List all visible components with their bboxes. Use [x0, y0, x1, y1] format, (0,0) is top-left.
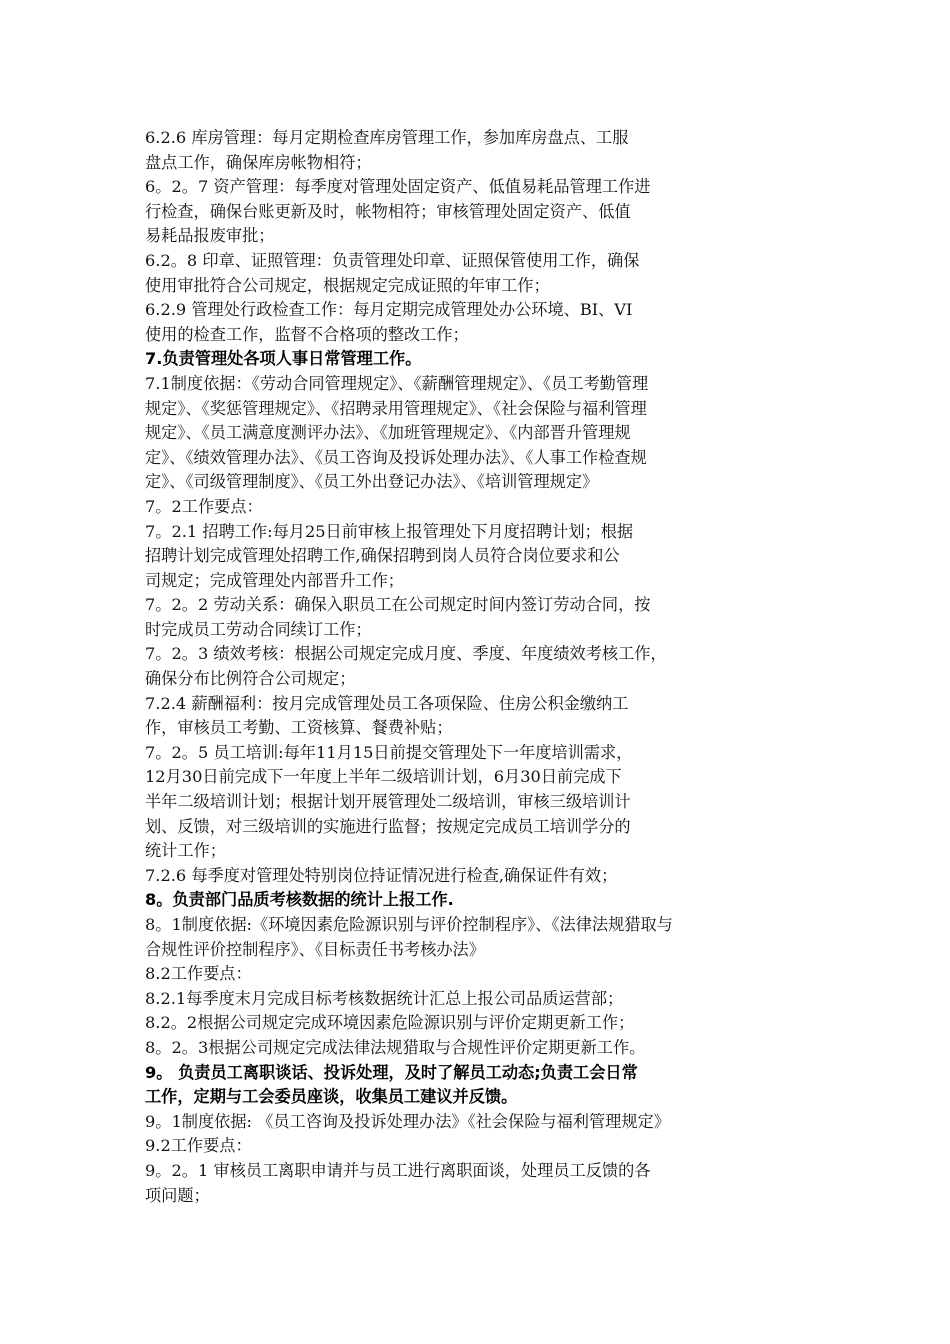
text-line: 6.2。8 印章、证照管理：负责管理处印章、证照保管使用工作，确保	[145, 250, 640, 270]
text-line: 6.2.6 库房管理：每月定期检查库房管理工作，参加库房盘点、工服	[145, 128, 629, 147]
text-line: 6.2.9 管理处行政检查工作：每月定期完成管理处办公环境、BI、VI	[145, 300, 633, 320]
text-line: 项问题；	[145, 1185, 210, 1205]
text-line: 9。1制度依据: 《员工咨询及投诉处理办法》《社会保险与福利管理规定》	[145, 1111, 670, 1131]
section-heading: 9。 负责员工离职谈话、投诉处理，及时了解员工动态;负责工会日常	[145, 1062, 638, 1082]
text-line: 12月30日前完成下一年度上半年二级培训计划，6月30日前完成下	[145, 767, 622, 787]
text-line: 8.2。2根据公司规定完成环境因素危险源识别与评价定期更新工作；	[145, 1013, 635, 1033]
section-heading: 7.负责管理处各项人事日常管理工作。	[145, 349, 422, 369]
text-line: 合规性评价控制程序》、《目标责任书考核办法》	[145, 939, 485, 959]
text-line: 使用审批符合公司规定，根据规定完成证照的年审工作；	[145, 275, 550, 295]
text-line: 统计工作；	[145, 841, 226, 861]
section-heading: 8。负责部门品质考核数据的统计上报工作.	[145, 890, 454, 910]
text-line: 易耗品报废审批；	[145, 226, 275, 246]
document-body	[145, 126, 825, 1208]
text-line: 7.1制度依据：《劳动合同管理规定》、《薪酬管理规定》、《员工考勤管理	[145, 373, 649, 393]
text-line: 使用的检查工作，监督不合格项的整改工作；	[145, 324, 469, 344]
text-line: 定》、《司级管理制度》、《员工外出登记办法》、《培训管理规定》	[145, 472, 599, 492]
section-heading: 工作，定期与工会委员座谈，收集员工建议并反馈。	[145, 1087, 518, 1107]
text-line: 8。1制度依据:《环境因素危险源识别与评价控制程序》、《法律法规猎取与	[145, 915, 673, 934]
text-line: 7.2.6 每季度对管理处特别岗位持证情况进行检查,确保证件有效；	[145, 865, 618, 885]
text-line: 行检查，确保台账更新及时，帐物相符；审核管理处固定资产、低值	[145, 201, 631, 221]
text-line: 时完成员工劳动合同续订工作；	[145, 619, 372, 639]
text-line: 7.2.4 薪酬福利：按月完成管理处员工各项保险、住房公积金缴纳工	[145, 693, 629, 713]
text-line: 招聘计划完成管理处招聘工作,确保招聘到岗人员符合岗位要求和公	[145, 546, 620, 566]
text-line: 9.2工作要点：	[145, 1136, 252, 1156]
text-line: 规定》、《员工满意度测评办法》、《加班管理规定》、《内部晋升管理规	[145, 423, 631, 443]
text-line: 定》、《绩效管理办法》、《员工咨询及投诉处理办法》、《人事工作检查规	[145, 447, 647, 467]
text-line: 7。2。2 劳动关系：确保入职员工在公司规定时间内签订劳动合同，按	[145, 595, 651, 615]
text-line: 划、反馈，对三级培训的实施进行监督；按规定完成员工培训学分的	[145, 816, 631, 836]
text-line: 7。2。3 绩效考核：根据公司规定完成月度、季度、年度绩效考核工作，	[145, 644, 667, 664]
text-line: 作，审核员工考勤、工资核算、餐费补贴；	[145, 718, 453, 738]
text-line: 8。2。3根据公司规定完成法律法规猎取与合规性评价定期更新工作。	[145, 1037, 646, 1057]
text-line: 盘点工作，确保库房帐物相符；	[145, 152, 372, 172]
text-line: 半年二级培训计划；根据计划开展管理处二级培训，审核三级培训计	[145, 792, 631, 812]
text-line: 确保分布比例符合公司规定；	[145, 669, 356, 689]
text-line: 9。2。1 审核员工离职申请并与员工进行离职面谈，处理员工反馈的各	[145, 1160, 651, 1180]
text-line: 规定》、《奖惩管理规定》、《招聘录用管理规定》、《社会保险与福利管理	[145, 398, 647, 418]
text-line: 6。2。7 资产管理：每季度对管理处固定资产、低值易耗品管理工作进	[145, 177, 651, 197]
text-line: 司规定；完成管理处内部晋升工作；	[145, 570, 404, 590]
text-line: 7。2。5 员工培训:每年11月15日前提交管理处下一年度培训需求，	[145, 742, 633, 762]
text-line: 8.2工作要点：	[145, 964, 252, 984]
text-line: 7。2.1 招聘工作:每月25日前审核上报管理处下月度招聘计划；根据	[145, 521, 634, 541]
text-line: 7。2工作要点：	[145, 496, 263, 516]
text-line: 8.2.1每季度末月完成目标考核数据统计汇总上报公司品质运营部；	[145, 988, 624, 1008]
